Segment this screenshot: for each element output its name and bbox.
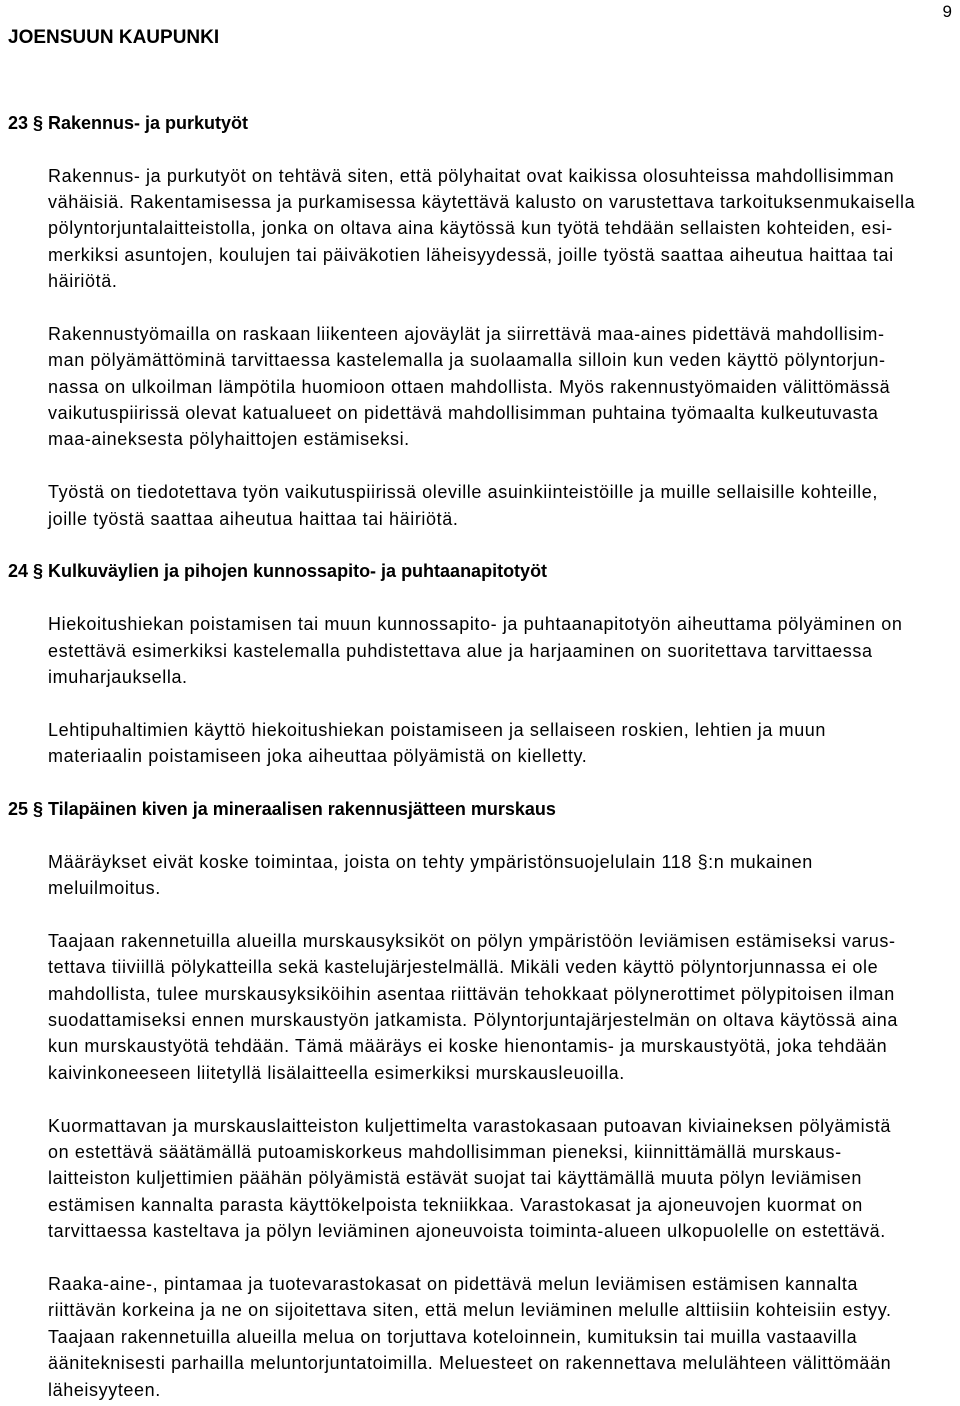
paragraph-line: tarvittaessa kasteltava ja pölyn leviäminen ajoneuvoista toiminta-alueen ulkopuolelle on estettävä. <box>48 1221 886 1242</box>
paragraph-line: Määräykset eivät koske toimintaa, joista on tehty ympäristönsuojelulain 118 §:n mukainen <box>48 851 813 872</box>
paragraph <box>48 849 952 902</box>
paragraph-line: laitteiston kuljettimien päähän pölyämistä estävät suojat tai käyttämällä muuta pölyn leviämisen <box>48 1168 862 1189</box>
paragraph-line: imuharjauksella. <box>48 667 188 687</box>
paragraph-line: joille työstä saattaa aiheutua haittaa tai häiriötä. <box>48 508 459 529</box>
paragraph <box>48 717 952 770</box>
document-body <box>0 110 960 1403</box>
paragraph-line: Rakennus- ja purkutyöt on tehtävä siten, että pölyhaitat ovat kaikissa olosuhteissa mahdollisimman <box>48 165 895 186</box>
paragraph-line: nassa on ulkoilman lämpötila huomioon ottaen mahdollista. Myös rakennustyömaiden välittömässä <box>48 376 891 397</box>
paragraph <box>48 611 952 690</box>
section-heading <box>8 796 952 822</box>
paragraph-line: estämisen kannalta parasta käyttökelpoista tekniikkaa. Varastokasat ja ajoneuvojen kuormat on <box>48 1194 863 1215</box>
paragraph-line: vähäisiä. Rakentamisessa ja purkamisessa käytettävä kalusto on varustettava tarkoituksenmukaisella <box>48 191 916 212</box>
paragraph-line: Hiekoitushiekan poistamisen tai muun kunnossapito- ja puhtaanapitotyön aiheuttama pölyäminen on <box>48 614 903 635</box>
section-number: 25 § <box>8 798 44 819</box>
section-title: Tilapäinen kiven ja mineraalisen rakennusjätteen murskaus <box>48 798 556 819</box>
section-heading <box>8 558 952 584</box>
paragraph-line: estettävä esimerkiksi kastelemalla puhdistettava alue ja harjaaminen on suoritettava tarvittaessa <box>48 640 873 661</box>
paragraph-line: on estettävä säätämällä putoamiskorkeus mahdollisimman pieneksi, kiinnittämällä murskaus- <box>48 1142 842 1163</box>
paragraph-line: ääniteknisesti parhailla meluntorjuntatoimilla. Meluesteet on rakennettava melulähteen välittömään <box>48 1353 892 1374</box>
paragraph-line: materiaalin poistamiseen joka aiheuttaa pölyämistä on kielletty. <box>48 746 588 767</box>
paragraph-line: Taajaan rakennetuilla alueilla murskausyksiköt on pölyn ympäristöön leviämisen estämiseksi varus- <box>48 930 896 951</box>
paragraph-line: Taajaan rakennetuilla alueilla melua on torjuttava koteloinnein, kumituksin tai muilla vastaavilla <box>48 1326 858 1347</box>
section-number: 23 § <box>8 112 44 133</box>
paragraph-line: suodattamiseksi ennen murskaustyön jatkamista. Pölyntorjuntajärjestelmän on oltava käytössä aina <box>48 1010 899 1031</box>
paragraph <box>48 1113 952 1245</box>
paragraph-line: Työstä on tiedotettava työn vaikutuspiirissä oleville asuinkiinteistöille ja muille sellaisille kohteille, <box>48 482 878 503</box>
paragraph-line: Raaka-aine-, pintamaa ja tuotevarastokasat on pidettävä melun leviämisen estämisen kannalta <box>48 1273 859 1294</box>
paragraph-line: meluilmoitus. <box>48 878 161 899</box>
paragraph-line: riittävän korkeina ja ne on sijoitettava siten, että melun leviäminen melulle alttiisiin kohteisiin estyy. <box>48 1300 892 1321</box>
paragraph-line: Kuormattavan ja murskauslaitteiston kuljettimelta varastokasaan putoavan kiviaineksen pölyämistä <box>48 1115 891 1136</box>
paragraph-line: maa-aineksesta pölyhaittojen estämiseksi. <box>48 429 410 450</box>
paragraph <box>48 321 952 453</box>
paragraph-line: merkiksi asuntojen, koulujen tai päiväkotien läheisyydessä, joille työstä saattaa aiheutua haittaa tai <box>48 244 894 265</box>
paragraph-line: Rakennustyömailla on raskaan liikenteen ajoväylät ja siirrettävä maa-aines pidettävä mahdollisim- <box>48 323 885 344</box>
section-number: 24 § <box>8 561 44 582</box>
paragraph <box>48 163 952 295</box>
paragraph-line: man pölyämättöminä tarvittaessa kastelemalla ja suolaamalla silloin kun veden käyttö pölyntorjun- <box>48 350 886 371</box>
paragraph-line: kaivinkoneeseen liitetyllä lisälaitteella esimerkiksi murskausleuoilla. <box>48 1062 625 1083</box>
section-title: Rakennus- ja purkutyöt <box>48 112 249 133</box>
paragraph-line: pölyntorjuntalaitteistolla, jonka on oltava aina käytössä kun työtä tehdään sellaisten kohteiden, esi- <box>48 218 893 239</box>
paragraph-line: läheisyyteen. <box>48 1379 161 1400</box>
paragraph <box>48 479 952 532</box>
page-number: 9 <box>942 2 952 21</box>
paragraph <box>48 1271 952 1403</box>
paragraph-line: kun murskaustyötä tehdään. Tämä määräys ei koske hienontamis- ja murskaustyötä, joka tehdään <box>48 1036 888 1057</box>
organization-name: JOENSUUN KAUPUNKI <box>8 27 220 48</box>
paragraph-line: Lehtipuhaltimien käyttö hiekoitushiekan poistamiseen ja sellaiseen roskien, lehtien ja muun <box>48 719 827 740</box>
section-heading <box>8 110 952 136</box>
paragraph <box>48 928 952 1086</box>
section-title: Kulkuväylien ja pihojen kunnossapito- ja puhtaanapitotyöt <box>48 561 548 582</box>
paragraph-line: häiriötä. <box>48 271 118 292</box>
paragraph-line: vaikutuspiirissä olevat katualueet on pidettävä mahdollisimman puhtaina työmaalta kulkeutuvasta <box>48 403 879 424</box>
paragraph-line: tettava tiiviillä pölykatteilla sekä kastelujärjestelmällä. Mikäli veden käyttö pölyntorjunnassa ei ole <box>48 957 879 978</box>
paragraph-line: mahdollista, tulee murskausyksiköihin asentaa riittävän tehokkaat pölynerottimet pölypitoisen ilman <box>48 983 895 1004</box>
